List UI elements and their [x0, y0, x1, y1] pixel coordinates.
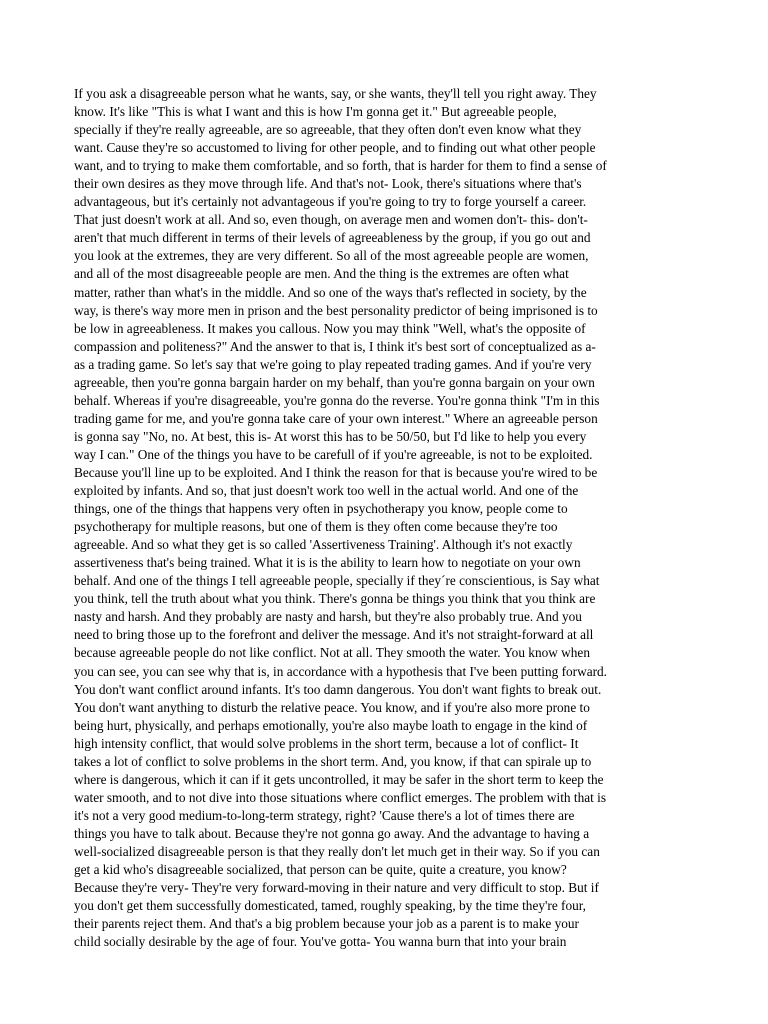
transcript-paragraph — [74, 85, 704, 951]
text-line: child socially desirable by the age of four. You've gotta- You wanna burn that into your brain — [74, 934, 567, 950]
text-line: nasty and harsh. And they probably are nasty and harsh, but they're also probably true. And you — [74, 609, 582, 625]
text-line: you think, tell the truth about what you think. There's gonna be things you think that you think are — [74, 591, 596, 607]
text-line: specially if they're really agreeable, are so agreeable, that they often don't even know what they — [74, 122, 582, 138]
text-line: That just doesn't work at all. And so, even though, on average men and women don't- this- don't- — [74, 212, 588, 228]
text-line: advantageous, but it's certainly not advantageous if you're going to try to forge yourself a career. — [74, 194, 587, 210]
text-line: their own desires as they move through life. And that's not- Look, there's situations where that's — [74, 176, 582, 192]
text-line: is gonna say "No, no. At best, this is- At worst this has to be 50/50, but I'd like to help you every — [74, 428, 587, 444]
text-line: as a trading game. So let's say that we're going to play repeated trading games. And if you're very — [74, 356, 592, 372]
text-line: you don't get them successfully domesticated, tamed, roughly speaking, by the time they're four, — [74, 898, 587, 914]
text-line: If you ask a disagreeable person what he wants, say, or she wants, they'll tell you right away. They — [74, 86, 597, 101]
text-line: know. It's like "This is what I want and this is how I'm gonna get it." But agreeable people, — [74, 104, 557, 120]
text-line: behalf. And one of the things I tell agreeable people, specially if they´re conscientious, is Say what — [74, 573, 600, 589]
text-line: compassion and politeness?" And the answer to that is, I think it's best sort of conceptualized as a- — [74, 338, 596, 354]
text-line: exploited by infants. And so, that just doesn't work too well in the actual world. And one of the — [74, 483, 579, 499]
text-line: water smooth, and to not dive into those situations where conflict emerges. The problem with that is — [74, 789, 607, 805]
text-line: assertiveness that's being trained. What it is is the ability to learn how to negotiate on your own — [74, 555, 581, 571]
text-line: aren't that much different in terms of their levels of agreeableness by the group, if you go out and — [74, 230, 591, 246]
text-line: well-socialized disagreeable person is that they really don't let much get in their way. So if you can — [74, 843, 600, 859]
text-line: need to bring those up to the forefront and deliver the message. And it's not straight-forward at all — [74, 627, 594, 643]
text-line: high intensity conflict, that would solve problems in the short term, because a lot of conflict- It — [74, 735, 579, 751]
text-line: matter, rather than what's in the middle. And so one of the ways that's reflected in society, by the — [74, 284, 587, 300]
text-line: agreeable. And so what they get is so called 'Assertiveness Training'. Although it's not exactly — [74, 537, 573, 553]
text-line: want, and to trying to make them comfortable, and so forth, that is harder for them to find a sense of — [74, 158, 607, 174]
text-line: because agreeable people do not like conflict. Not at all. They smooth the water. You know when — [74, 645, 590, 661]
text-line: want. Cause they're so accustomed to living for other people, and to finding out what other people — [74, 140, 596, 156]
text-line: You don't want conflict around infants. It's too damn dangerous. You don't want fights to break out. — [74, 681, 602, 697]
text-line: you can see, you can see why that is, in accordance with a hypothesis that I've been putting forward. — [74, 663, 607, 679]
text-line: trading game for me, and you're gonna take care of your own interest." Where an agreeable person — [74, 410, 598, 426]
text-line: takes a lot of conflict to solve problems in the short term. And, you know, if that can spirale up to — [74, 753, 592, 769]
text-line: psychotherapy for multiple reasons, but one of them is they often come because they're too — [74, 519, 558, 535]
text-line: you look at the extremes, they are very different. So all of the most agreeable people are women, — [74, 248, 589, 264]
text-line: things, one of the things that happens very often in psychotherapy you know, people come to — [74, 501, 568, 517]
text-line: get a kid who's disagreeable socialized, that person can be quite, quite a creature, you know? — [74, 862, 567, 878]
text-line: You don't want anything to disturb the relative peace. You know, and if you're also more prone to — [74, 699, 590, 715]
text-line: behalf. Whereas if you're disagreeable, you're gonna do the reverse. You're gonna think "I'm in this — [74, 392, 600, 408]
text-line: agreeable, then you're gonna bargain harder on my behalf, than you're gonna bargain on your own — [74, 374, 595, 390]
text-line: being hurt, physically, and perhaps emotionally, you're also maybe loath to engage in the kind of — [74, 717, 588, 733]
text-line: it's not a very good medium-to-long-term strategy, right? 'Cause there's a lot of times there are — [74, 807, 575, 823]
text-line: way, is there's way more men in prison and the best personality predictor of being imprisoned is to — [74, 302, 598, 318]
text-line: where is dangerous, which it can if it gets uncontrolled, it may be safer in the short term to keep the — [74, 771, 604, 787]
text-line: and all of the most disagreeable people are men. And the thing is the extremes are often what — [74, 266, 569, 282]
text-line: things you have to talk about. Because they're not gonna go away. And the advantage to having a — [74, 825, 590, 841]
text-line: Because you'll line up to be exploited. And I think the reason for that is because you're wired to be — [74, 464, 598, 480]
text-line: way I can." One of the things you have to be carefull of if you're agreeable, is not to be exploited. — [74, 446, 593, 462]
text-line: their parents reject them. And that's a big problem because your job as a parent is to make your — [74, 916, 579, 932]
text-line: be low in agreeableness. It makes you callous. Now you may think "Well, what's the opposite of — [74, 320, 586, 336]
text-line: Because they're very- They're very forward-moving in their nature and very difficult to stop. But if — [74, 880, 599, 896]
